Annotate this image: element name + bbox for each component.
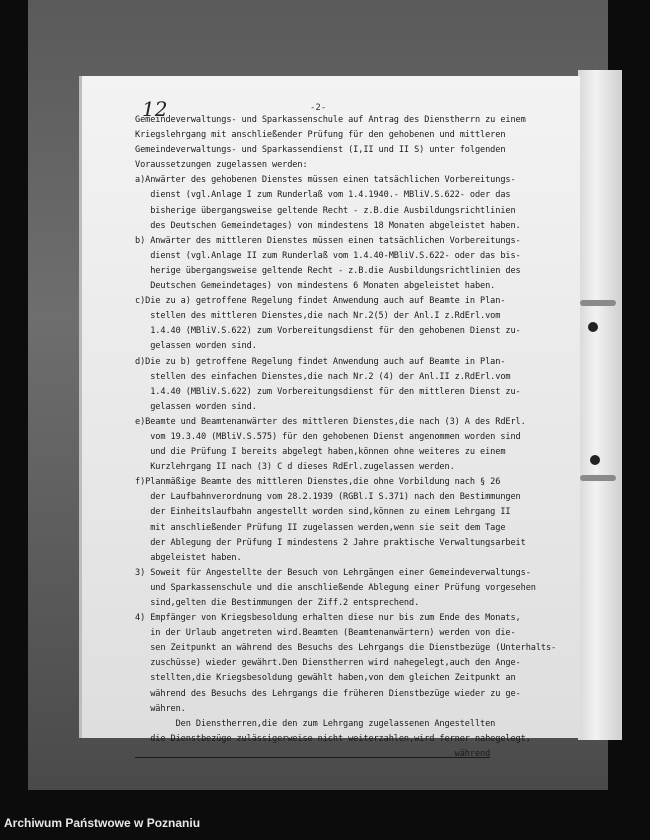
binder-hole (588, 322, 598, 332)
binder-clip (580, 300, 616, 306)
text-line: Kriegslehrgang mit anschließender Prüfung für den gehobenen und mittleren (135, 130, 506, 141)
text-line: mit anschließender Prüfung II zugelassen werden,wenn sie seit dem Tage (135, 522, 506, 533)
text-line: gelassen worden sind. (135, 341, 257, 352)
text-line: des Deutschen Gemeindetages) von mindestens 18 Monaten abgeleistet haben. (135, 220, 521, 231)
text-line: dienst (vgl.Anlage II zum Runderlaß vom 1.4.40-MBliV.S.622- oder das bis- (135, 250, 521, 261)
archive-footer: Archiwum Państwowe w Poznaniu (4, 816, 201, 830)
text-line: in der Urlaub angetreten wird.Beamten (Beamtenanwärtern) werden von die- (135, 628, 516, 639)
text-line: stellen des mittleren Dienstes,die nach Nr.2(5) der Anl.I z.RdErl.vom (135, 311, 501, 322)
text-line: während des Besuchs des Lehrgangs die früheren Dienstbezüge wieder zu ge- (135, 688, 521, 699)
text-line: stellen des einfachen Dienstes,die nach Nr.2 (4) der Anl.II z.RdErl.vom (135, 371, 511, 382)
text-line: Gemeindeverwaltungs- und Sparkassendienst (I,II und II S) unter folgenden (135, 145, 506, 156)
text-line: der Ablegung der Prüfung I mindestens 2 Jahre praktische Verwaltungsarbeit (135, 537, 526, 548)
text-line: 1.4.40 (MBliV.S.622) zum Vorbereitungsdienst für den gehobenen Dienst zu- (135, 326, 521, 337)
text-line: Den Dienstherren,die den zum Lehrgang zugelassenen Angestellten (135, 718, 496, 729)
text-line: 4) Empfänger von Kriegsbesoldung erhalten diese nur bis zum Ende des Monats, (135, 613, 521, 624)
text-line: c)Die zu a) getroffene Regelung findet Anwendung auch auf Beamte in Plan- (135, 296, 506, 307)
text-line: f)Planmäßige Beamte des mittleren Dienstes,die ohne Vorbildung nach § 26 (135, 477, 501, 488)
text-line: stellten,die Kriegsbesoldung gewählt haben,von dem gleichen Zeitpunkt an (135, 673, 516, 684)
text-line: dienst (vgl.Anlage I zum Runderlaß vom 1.4.1940.- MBliV.S.622- oder das (135, 190, 511, 201)
text-line: zuschüsse) wieder gewährt.Den Dienstherren wird nahegelegt,auch den Ange- (135, 658, 521, 669)
text-line: Gemeindeverwaltungs- und Sparkassenschule auf Antrag des Dienstherrn zu einem (135, 115, 526, 125)
handwritten-page-number: 12 (142, 97, 168, 121)
text-line: der Laufbahnverordnung vom 28.2.1939 (RGBl.I S.371) nach den Bestimmungen (135, 492, 521, 503)
text-line: e)Beamte und Beamtenanwärter des mittleren Dienstes,die nach (3) A des RdErl. (135, 416, 526, 427)
text-line: Voraussetzungen zugelassen werden: (135, 160, 308, 171)
text-line: gelassen worden sind. (135, 401, 257, 412)
text-line: b) Anwärter des mittleren Dienstes müssen einen tatsächlichen Vorbereitungs- (135, 235, 521, 246)
page-label: -2- (310, 103, 327, 113)
text-line: die Dienstbezüge zulässigerweise nicht weiterzahlen,wird ferner nahegelegt, (135, 733, 531, 744)
text-line: während (135, 748, 491, 759)
text-line: a)Anwärter des gehobenen Dienstes müssen einen tatsächlichen Vorbereitungs- (135, 175, 516, 186)
text-line: währen. (135, 703, 186, 714)
text-line: Deutschen Gemeindetages) von mindestens 6 Monaten abgeleistet haben. (135, 281, 496, 292)
binder-hole (590, 455, 600, 465)
text-line: 3) Soweit für Angestellte der Besuch von Lehrgängen einer Gemeindeverwaltungs- (135, 567, 531, 578)
text-line: sind,gelten die Bestimmungen der Ziff.2 entsprechend. (135, 598, 420, 608)
text-line: und die Prüfung I bereits abgelegt haben,können ohne weiteres zu einem (135, 447, 506, 458)
text-line: bisherige übergangsweise geltende Recht - z.B.die Ausbildungsrichtlinien (135, 205, 516, 216)
text-line: Kurzlehrgang II nach (3) C d dieses RdErl.zugelassen werden. (135, 462, 455, 473)
text-line: herige übergangsweise geltende Recht - z.B.die Ausbildungsrichtlinien des (135, 265, 521, 276)
text-line: sen Zeitpunkt an während des Besuchs des Lehrgangs die Dienstbezüge (Unterhalts- (135, 643, 557, 654)
text-line: d)Die zu b) getroffene Regelung findet Anwendung auch auf Beamte in Plan- (135, 356, 506, 367)
binder-clip (580, 475, 616, 481)
document-body (135, 113, 575, 762)
text-line: und Sparkassenschule und die anschließende Ablegung einer Prüfung vorgesehen (135, 582, 536, 593)
text-line: vom 19.3.40 (MBliV.S.575) für den gehobenen Dienst angenommen worden sind (135, 431, 521, 442)
text-line: abgeleistet haben. (135, 552, 242, 563)
text-line: der Einheitslaufbahn angestellt worden sind,können zu einem Lehrgang II (135, 507, 511, 518)
text-line: 1.4.40 (MBliV.S.622) zum Vorbereitungsdienst für den mittleren Dienst zu- (135, 386, 521, 397)
binder-strip (578, 70, 622, 740)
